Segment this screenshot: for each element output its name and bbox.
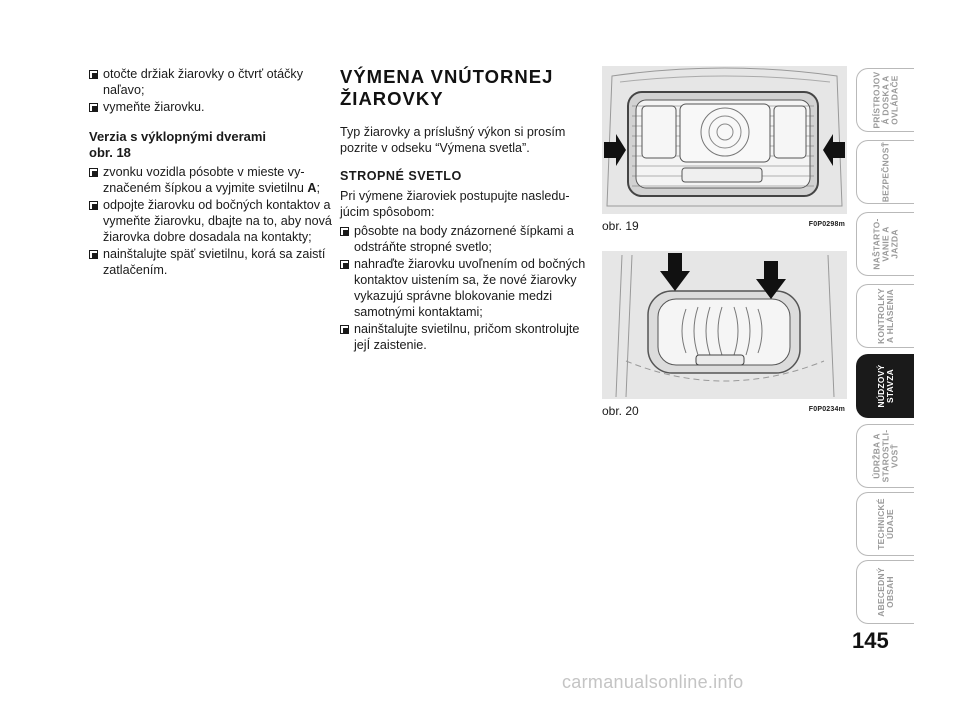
list-item: nainštalujte svietilnu, pričom skontrolujte jejÍ zaistenie. <box>340 321 586 353</box>
list-item: otočte držiak žiarovky o čtvrť otáčky naľavo; <box>89 66 333 98</box>
intro-paragraph: Typ žiarovky a príslušný výkon si prosím pozrite v odseku “Výmena svetla”. <box>340 125 566 155</box>
middle-column <box>340 66 586 354</box>
tab-kontrolky[interactable]: KONTROLKY A HLÁSENIA <box>856 284 914 348</box>
left-column <box>89 66 333 279</box>
tab-pristrojova-doska[interactable]: PRÍSTROJOV Á DOSKA A OVLÁDAČE <box>856 68 914 132</box>
checkbox-bullet-icon <box>340 260 349 269</box>
list-item: odpojte žiarovku od bočných kontaktov a vymeňte žiarovku, dbajte na to, aby nová žiarovka dobre dosadala na kontakty; <box>89 197 333 245</box>
page-title: VÝMENA VNÚTORNEJ ŽIAROVKY <box>340 66 554 109</box>
tab-nastartovanie[interactable]: NAŠTARTO- VANIE A JAZDA <box>856 212 914 276</box>
tab-technicke-udaje[interactable]: TECHNICKÉ ÚDAJE <box>856 492 914 556</box>
checkbox-bullet-icon <box>89 168 98 177</box>
checkbox-bullet-icon <box>340 227 349 236</box>
checkbox-bullet-icon <box>340 325 349 334</box>
checkbox-bullet-icon <box>89 103 98 112</box>
ceiling-light-illustration <box>602 251 847 399</box>
checkbox-bullet-icon <box>89 70 98 79</box>
watermark: carmanualsonline.info <box>562 672 744 692</box>
page-number: 145 <box>852 628 889 653</box>
tab-bezpecnost[interactable]: BEZPEČNOSŤ <box>856 140 914 204</box>
figure-ceiling-light-hatched <box>602 66 847 214</box>
list-item: nahraďte žiarovku uvoľnením od bočných kontaktov uistením sa, že nové žiarovky vykazujú správne blokovanie medzi samotnými kontaktami; <box>340 256 586 320</box>
tab-udrzba[interactable]: ÚDRŽBA A STAROSTLI- VOSŤ <box>856 424 914 488</box>
list-item: vymeňte žiarovku. <box>89 99 333 115</box>
figure-ceiling-light <box>602 251 847 399</box>
list-item: zvonku vozidla pósobte v mieste vyznačeném šípkou a vyjmite svietilnu A; <box>89 164 333 196</box>
ceiling-light-illustration <box>602 66 847 214</box>
list-item: pôsobte na body znázornené šípkami a odstráňte stropné svetlo; <box>340 223 586 255</box>
section-heading: STROPNÉ SVETLO <box>340 169 462 183</box>
checkbox-bullet-icon <box>89 250 98 259</box>
checkbox-bullet-icon <box>89 201 98 210</box>
subheading: Verzia s výklopnými dverami obr. 18 <box>89 129 267 160</box>
section-intro: Pri výmene žiaroviek postupujte nasledujúcim spôsobom: <box>340 189 570 219</box>
tab-abecedny-obsah[interactable]: ABECEDNÝ OBSAH <box>856 560 914 624</box>
tab-nudzovy-stav[interactable]: NÚDZOVÝ STAVZA <box>856 354 914 418</box>
list-item: nainštalujte späť svietilnu, korá sa zaistí zatlačením. <box>89 246 333 278</box>
